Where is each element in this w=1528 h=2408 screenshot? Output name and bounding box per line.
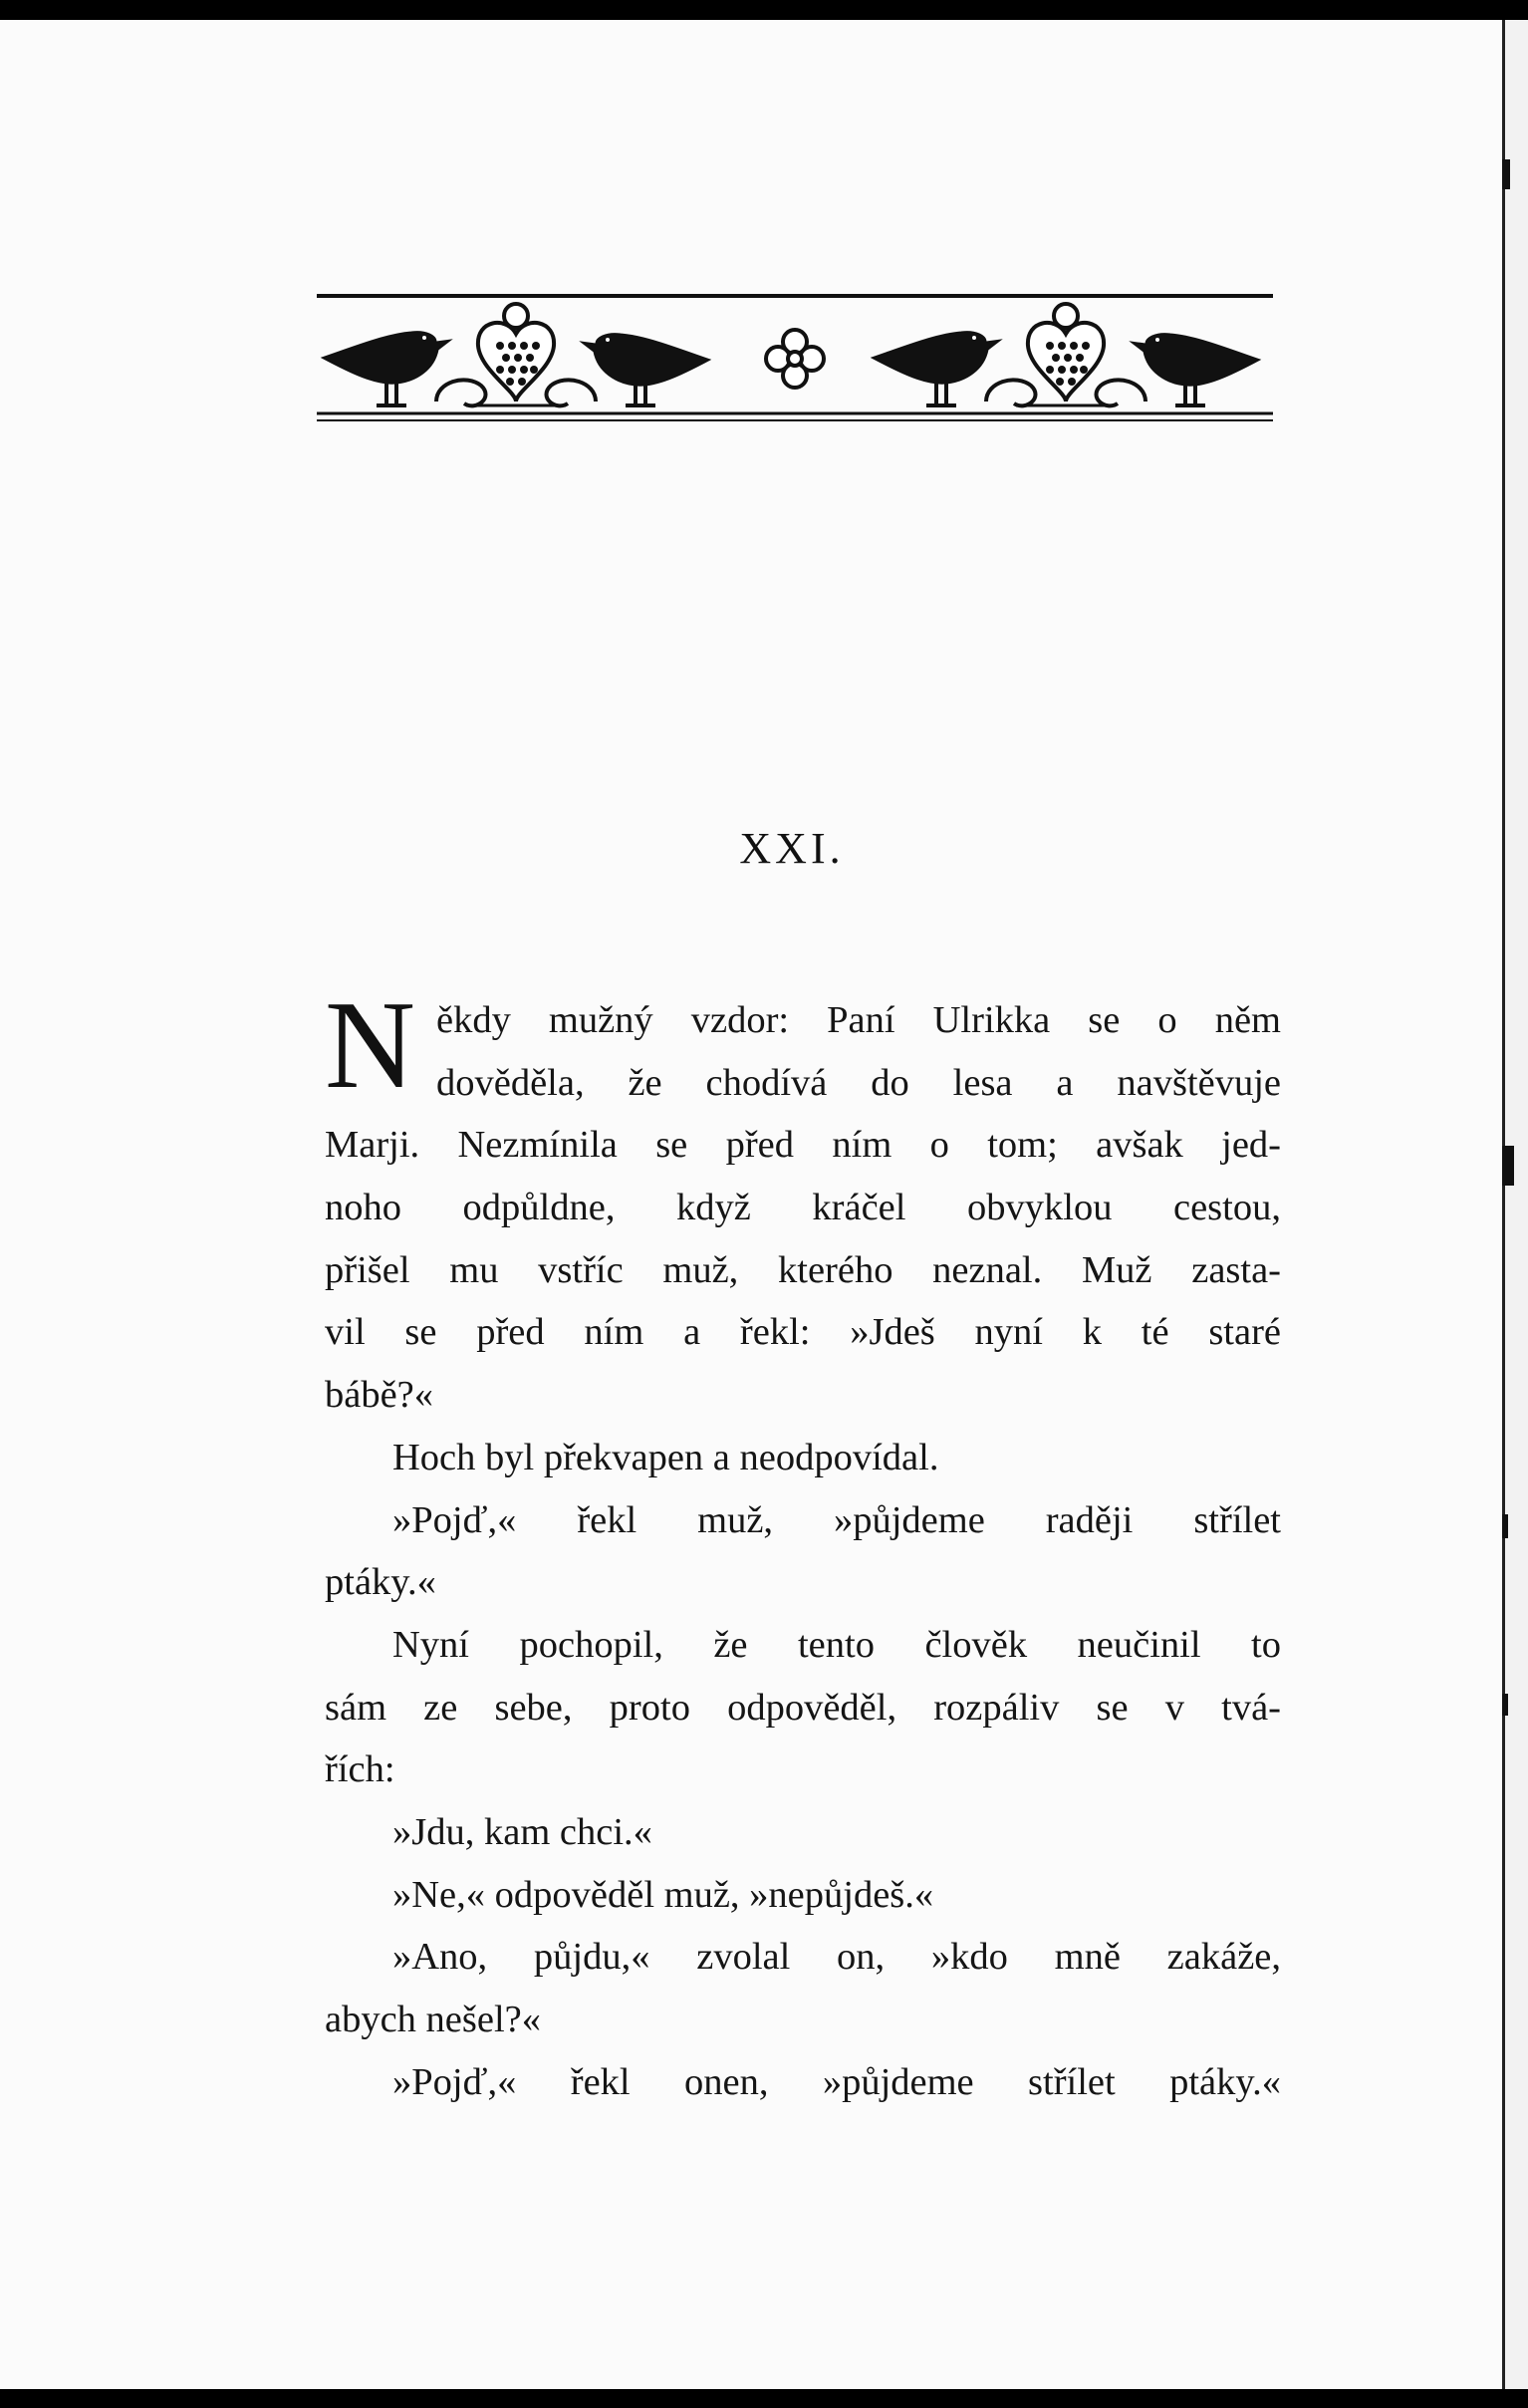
text-line: řích: [325, 1748, 395, 1791]
text-line: ptáky.« [325, 1561, 436, 1604]
text-line: abych nešel?« [325, 1999, 541, 2040]
text-line: přišel mu vstříc muž, kterého neznal. Muž zasta- [325, 1248, 1281, 1291]
text-line: Nyní pochopil, že tento člověk neučinil to [392, 1623, 1281, 1666]
text-line: sám ze sebe, proto odpověděl, rozpáliv se v tvá- [325, 1686, 1281, 1729]
text-line: »Ano, půjdu,« zvolal on, »kdo mně zakáže, [392, 1936, 1281, 1979]
text-line: ěkdy mužný vzdor: Paní Ulrikka se o něm [436, 999, 1281, 1041]
text-line: Hoch byl překvapen a neodpovídal. [392, 1436, 939, 1478]
chapter-number: XXI. [739, 824, 845, 873]
text-line: dověděla, že chodívá do lesa a navštěvuje [436, 1061, 1281, 1104]
text-line: »Ne,« odpověděl muž, »nepůjdeš.« [392, 1873, 934, 1916]
text-line: »Pojď,« řekl onen, »půjdeme střílet ptáky.« [392, 2060, 1281, 2103]
text-line: vil se před ním a řekl: »Jdeš nyní k té staré [325, 1311, 1281, 1354]
edge-mark [1502, 159, 1510, 189]
body-text [325, 976, 1281, 2113]
text-line: noho odpůldne, když kráčel obvyklou cestou, [325, 1187, 1281, 1229]
page-edge [1502, 20, 1528, 2389]
text-line: »Pojď,« řekl muž, »půjdeme raději střílet [392, 1498, 1281, 1541]
edge-mark [1502, 1514, 1508, 1538]
text-line: »Jdu, kam chci.« [392, 1810, 652, 1853]
edge-mark [1502, 1146, 1514, 1186]
birds-hearts-flower-ornament [317, 294, 1273, 423]
text-line: bábě?« [325, 1374, 434, 1417]
drop-cap: N [325, 976, 415, 1115]
edge-mark [1502, 1694, 1508, 1716]
text-line: Marji. Nezmínila se před ním o tom; avšak jed- [325, 1124, 1281, 1167]
